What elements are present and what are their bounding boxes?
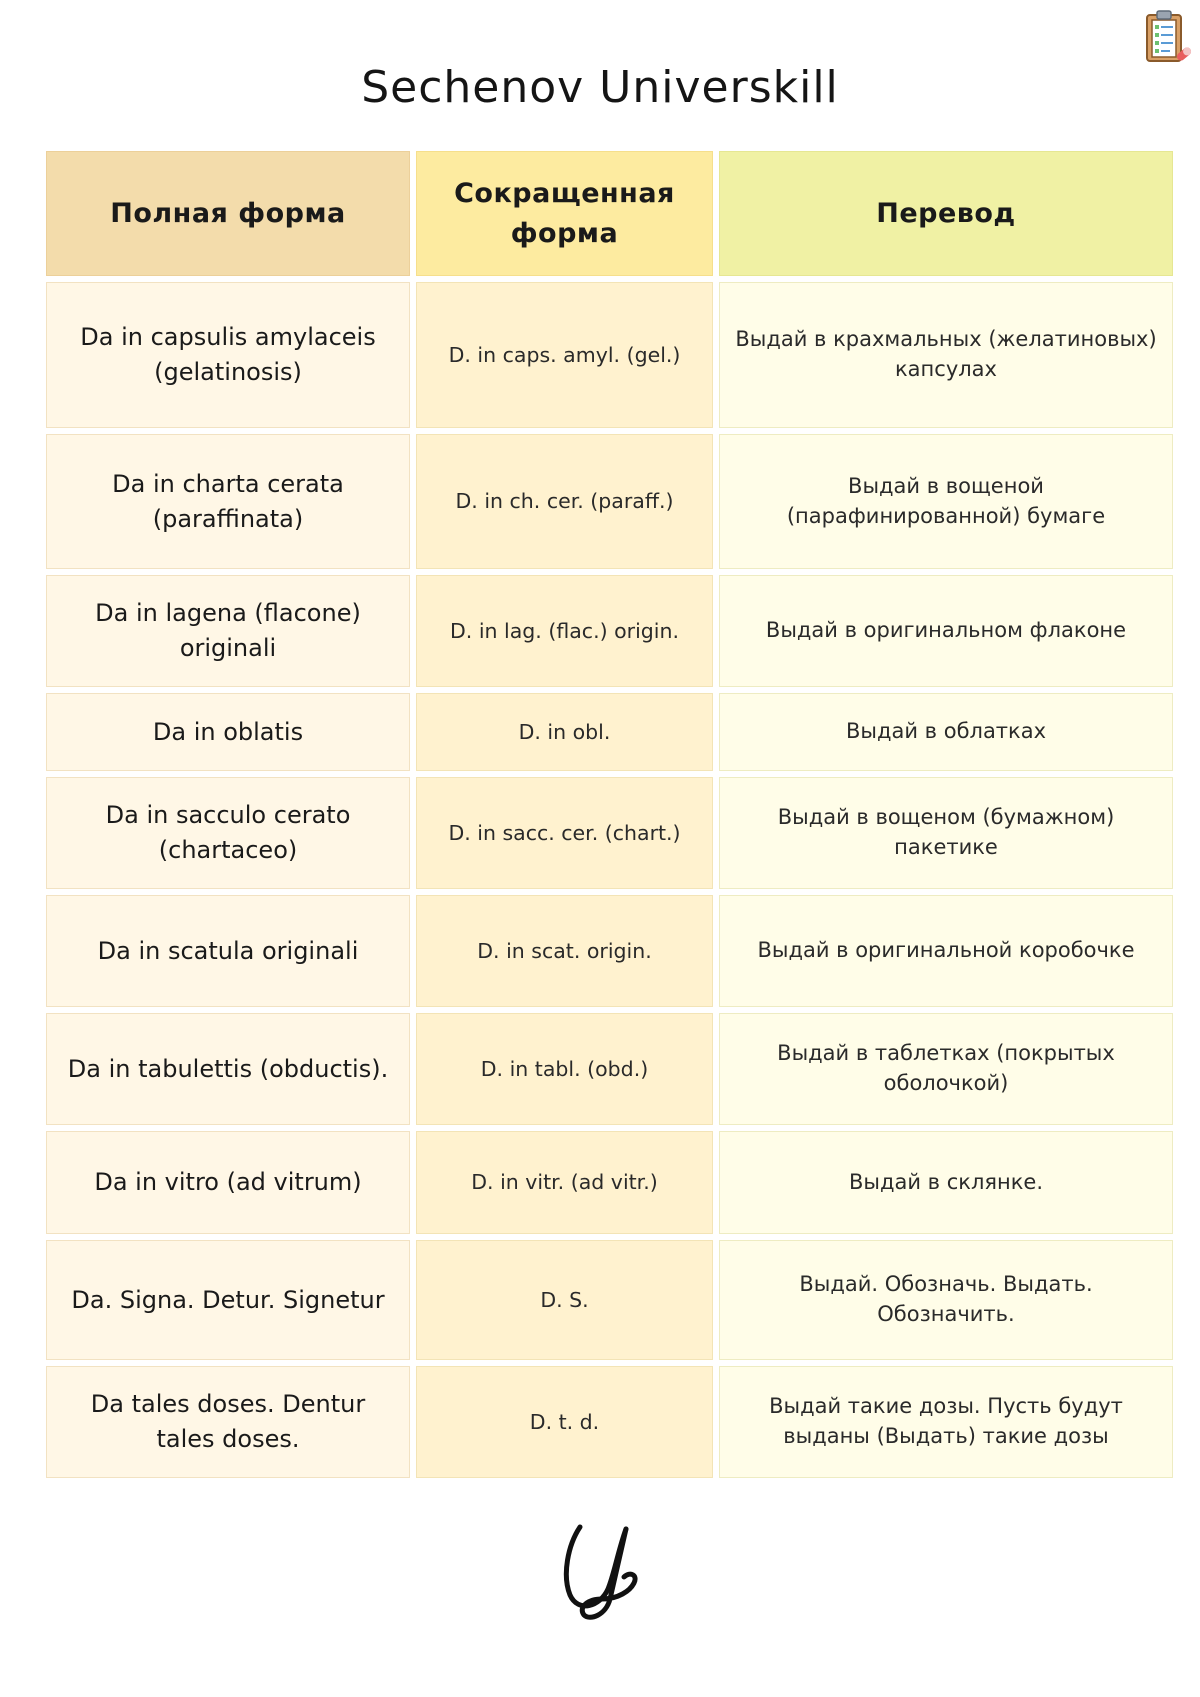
- table-row: [46, 693, 1173, 771]
- header-translation: Перевод: [719, 151, 1173, 276]
- full-form-cell: Da in vitro (ad vitrum): [46, 1131, 410, 1234]
- full-form-cell: Da in capsulis amylaceis (gelatinosis): [46, 282, 410, 428]
- full-form-cell: Da in sacculo cerato (chartaceo): [46, 777, 410, 889]
- short-form-cell: D. S.: [416, 1240, 713, 1360]
- short-form-cell: D. in ch. cer. (paraff.): [416, 434, 713, 569]
- translation-cell: Выдай. Обозначь. Выдать. Обозначить.: [719, 1240, 1173, 1360]
- table-row: [46, 1240, 1173, 1360]
- full-form-cell: Da in lagena (flacone) originali: [46, 575, 410, 687]
- table-row: [46, 575, 1173, 687]
- short-form-cell: D. in tabl. (obd.): [416, 1013, 713, 1125]
- translation-cell: Выдай в склянке.: [719, 1131, 1173, 1234]
- header-short-form: Сокращенная форма: [416, 151, 713, 276]
- translation-cell: Выдай в таблетках (покрытых оболочкой): [719, 1013, 1173, 1125]
- table-row: [46, 777, 1173, 889]
- short-form-cell: D. in obl.: [416, 693, 713, 771]
- short-form-cell: D. in sacc. cer. (chart.): [416, 777, 713, 889]
- page-title: Sechenov Universkill: [361, 62, 839, 113]
- short-form-cell: D. in scat. origin.: [416, 895, 713, 1007]
- short-form-cell: D. in lag. (flac.) origin.: [416, 575, 713, 687]
- translation-cell: Выдай в вощеном (бумажном) пакетике: [719, 777, 1173, 889]
- table-header-row: [46, 151, 1173, 276]
- full-form-cell: Da in scatula originali: [46, 895, 410, 1007]
- table-row: [46, 282, 1173, 428]
- translation-cell: Выдай в облатках: [719, 693, 1173, 771]
- translation-cell: Выдай в оригинальной коробочке: [719, 895, 1173, 1007]
- table-row: [46, 434, 1173, 569]
- short-form-cell: D. t. d.: [416, 1366, 713, 1478]
- full-form-cell: Da in oblatis: [46, 693, 410, 771]
- abbreviation-table: [40, 145, 1179, 1484]
- translation-cell: Выдай в оригинальном флаконе: [719, 575, 1173, 687]
- translation-cell: Выдай такие дозы. Пусть будут выданы (Выдать) такие дозы: [719, 1366, 1173, 1478]
- full-form-cell: Da. Signa. Detur. Signetur: [46, 1240, 410, 1360]
- full-form-cell: Da tales doses. Dentur tales doses.: [46, 1366, 410, 1478]
- full-form-cell: Da in charta cerata (paraffinata): [46, 434, 410, 569]
- table-row: [46, 1366, 1173, 1478]
- short-form-cell: D. in caps. amyl. (gel.): [416, 282, 713, 428]
- clipboard-checklist-icon: [1144, 8, 1194, 66]
- universkill-logo-icon: [548, 1515, 658, 1630]
- table-row: [46, 895, 1173, 1007]
- table-row: [46, 1013, 1173, 1125]
- full-form-cell: Da in tabulettis (obductis).: [46, 1013, 410, 1125]
- header-full-form: Полная форма: [46, 151, 410, 276]
- translation-cell: Выдай в крахмальных (желатиновых) капсулах: [719, 282, 1173, 428]
- translation-cell: Выдай в вощеной (парафинированной) бумаге: [719, 434, 1173, 569]
- table-row: [46, 1131, 1173, 1234]
- short-form-cell: D. in vitr. (ad vitr.): [416, 1131, 713, 1234]
